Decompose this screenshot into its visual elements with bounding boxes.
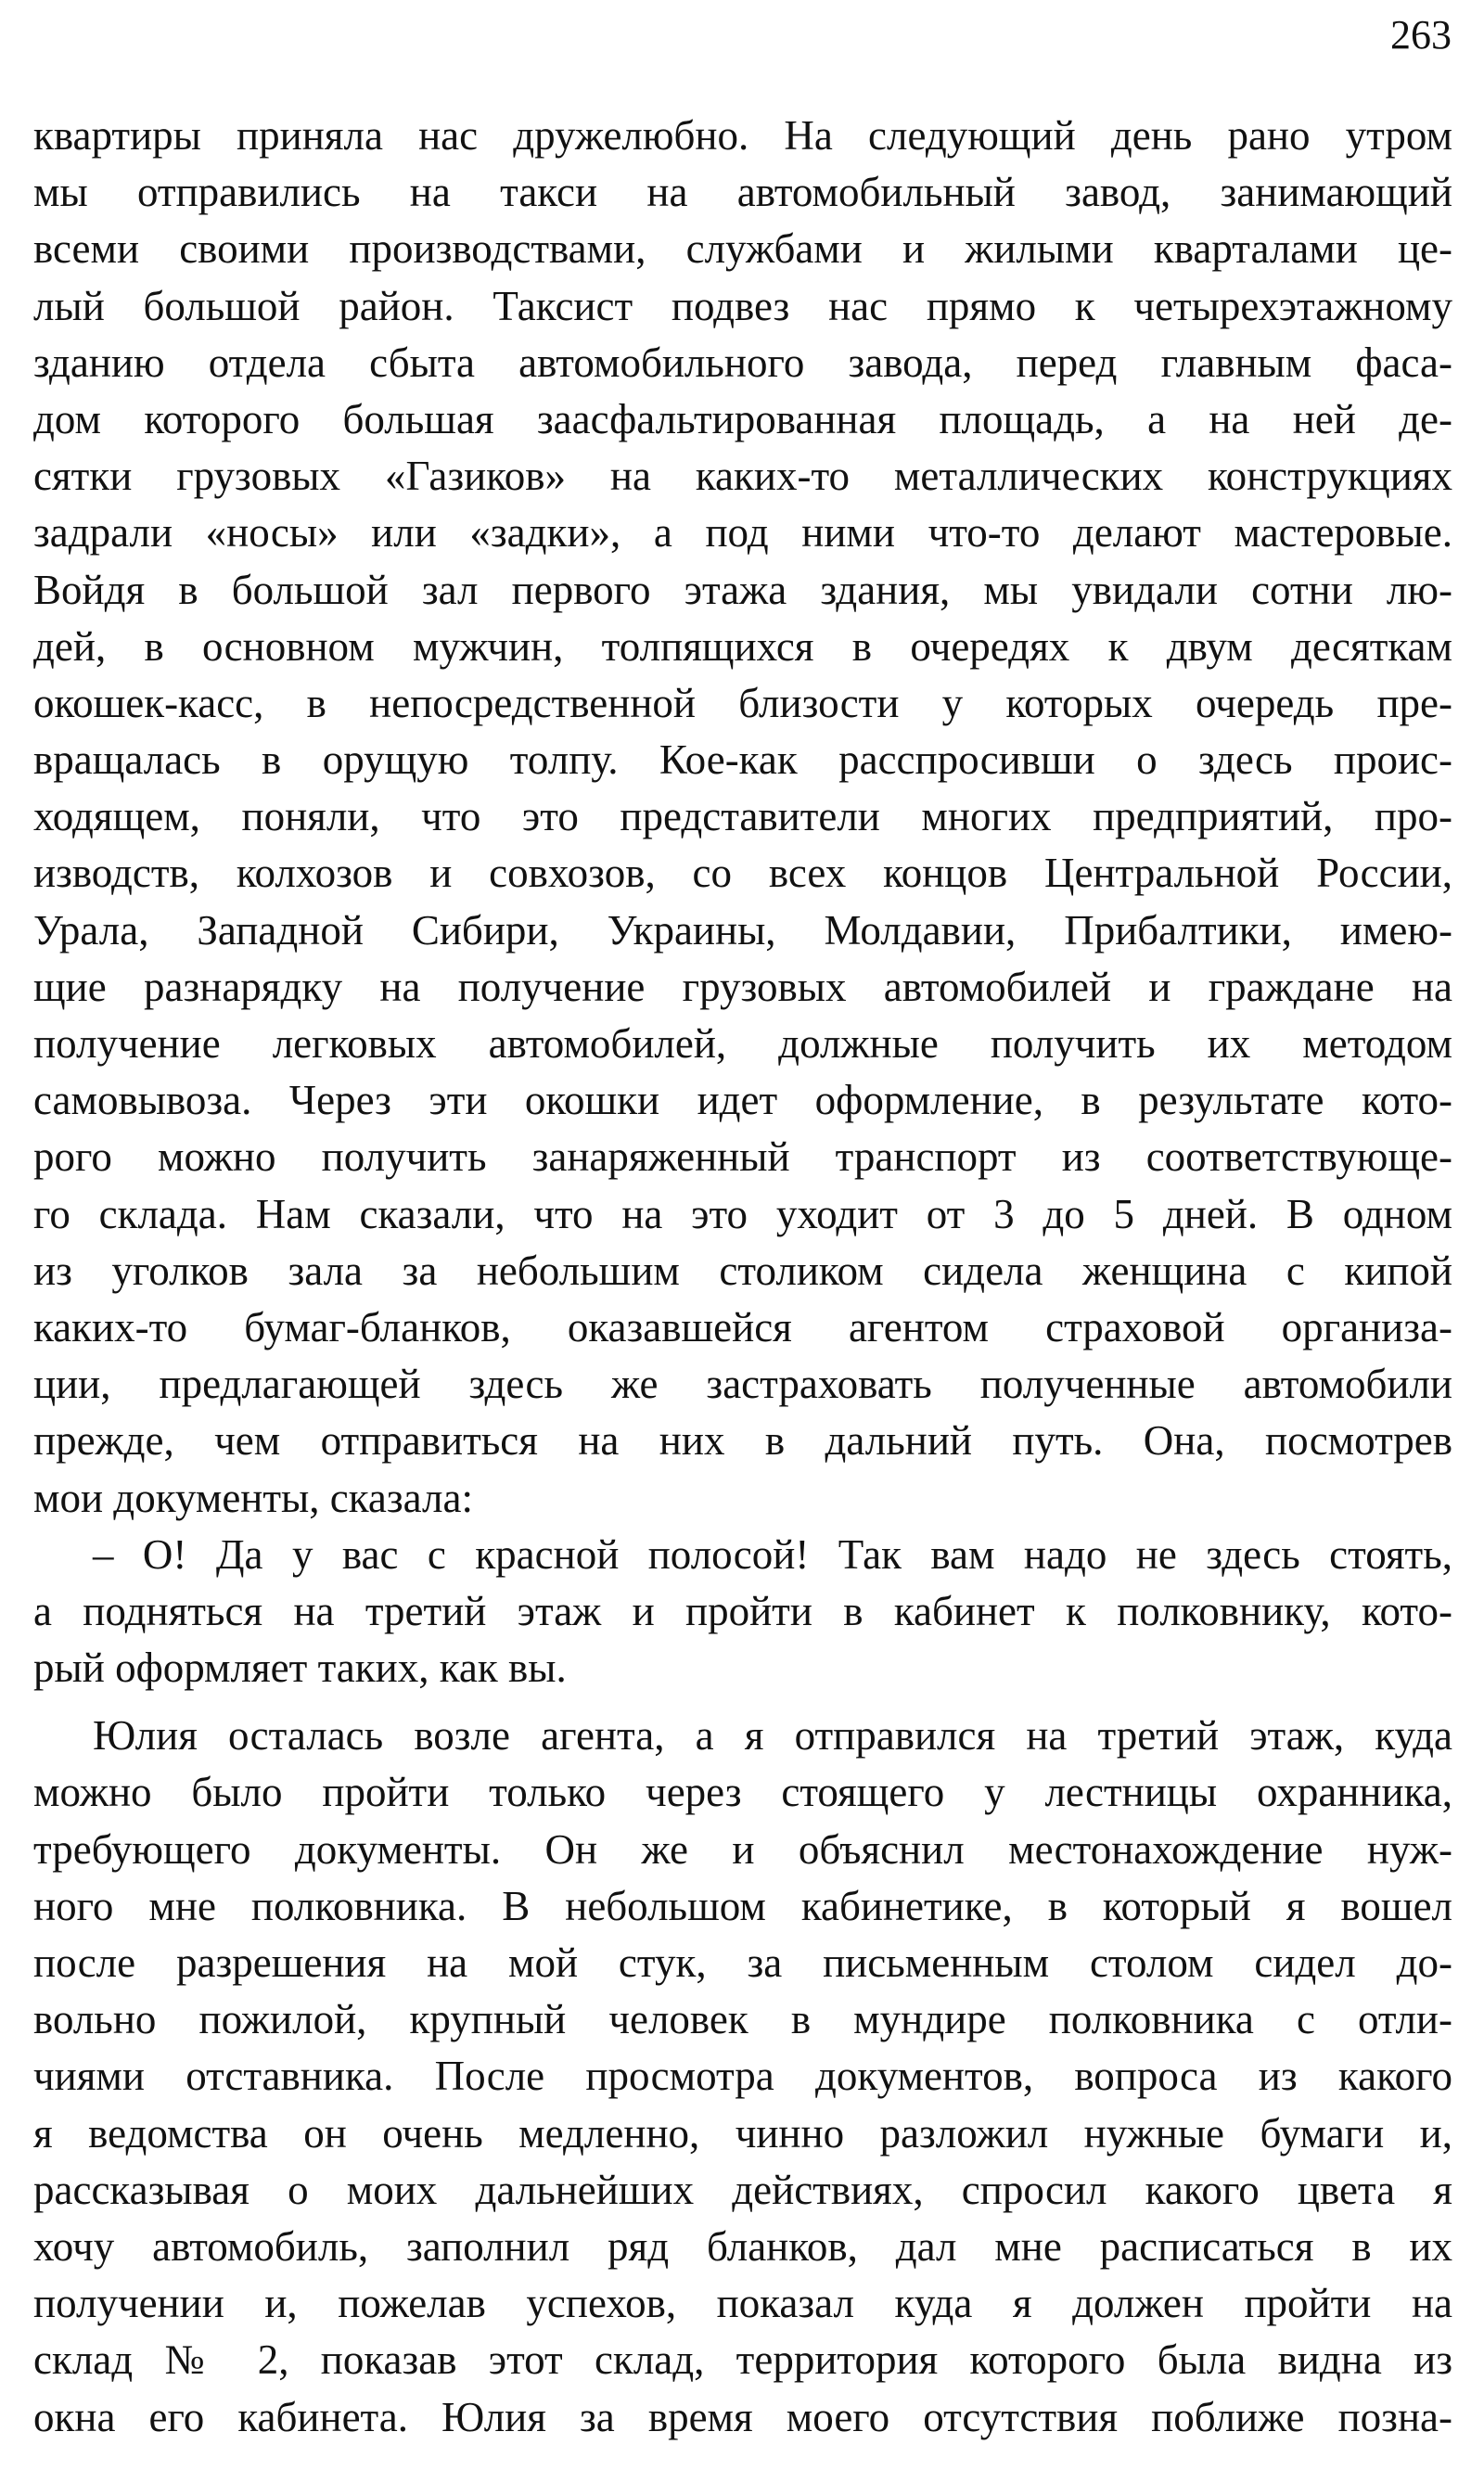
text-line: изводств, колхозов и совхозов, со всех концов Центральной России, [33,850,1452,897]
text-line: сятки грузовых «Газиков» на каких-то металлических конструкциях [33,453,1452,500]
text-line: можно было пройти только через стоящего у лестницы охранника, [33,1769,1452,1816]
paragraph-dialogue [33,1527,1452,1697]
text-line: го склада. Нам сказали, что на это уходит от 3 до 5 дней. В одном [33,1190,1452,1237]
body-text [33,108,1452,2446]
text-line: окна его кабинета. Юлия за время моего отсутствия поближе позна- [33,2393,1452,2440]
text-line: всеми своими производствами, службами и жилыми кварталами це- [33,225,1452,273]
paragraph [33,1708,1452,2445]
text-line: Урала, Западной Сибири, Украины, Молдавии, Прибалтики, имею- [33,906,1452,954]
text-line: рого можно получить занаряженный транспорт из соответствующе- [33,1133,1452,1181]
text-line: Юлия осталась возле агента, а я отправился на третий этаж, куда [93,1712,1452,1760]
text-line: рассказывая о моих дальнейших действиях, спросил какого цвета я [33,2166,1452,2213]
text-line: мои документы, сказала: [33,1474,473,1521]
text-line: Войдя в большой зал первого этажа здания, мы увидали сотни лю- [33,566,1452,613]
text-line: получение легковых автомобилей, должные получить их методом [33,1020,1452,1067]
page-number: 263 [1390,12,1452,58]
text-line: а подняться на третий этаж и пройти в кабинет к полковнику, кото- [33,1587,1452,1634]
text-line: требующего документы. Он же и объяснил местонахождение нуж- [33,1825,1452,1873]
text-line: самовывоза. Через эти окошки идет оформление, в результате кото- [33,1077,1452,1124]
text-line: зданию отдела сбыта автомобильного завода, перед главным фаса- [33,339,1452,386]
text-line: склад № 2, показав этот склад, территория которого была видна из [33,2336,1452,2384]
text-line: после разрешения на мой стук, за письменным столом сидел до- [33,1939,1452,1986]
text-line: дом которого большая заасфальтированная площадь, а на ней де- [33,395,1452,442]
text-line: каких-то бумаг-бланков, оказавшейся агентом страховой организа- [33,1303,1452,1350]
text-line: щие разнарядку на получение грузовых автомобилей и граждане на [33,963,1452,1010]
text-line: из уголков зала за небольшим столиком сидела женщина с кипой [33,1247,1452,1294]
text-line: вольно пожилой, крупный человек в мундире полковника с отли- [33,1996,1452,2043]
text-line: задрали «носы» или «задки», а под ними что-то делают мастеровые. [33,509,1452,557]
paragraph-gap [33,1696,1452,1708]
text-line: дей, в основном мужчин, толпящихся в очередях к двум десяткам [33,622,1452,670]
text-line: я ведомства он очень медленно, чинно разложил нужные бумаги и, [33,2109,1452,2157]
text-line: мы отправились на такси на автомобильный завод, занимающий [33,169,1452,216]
text-line: окошек-касс, в непосредственной близости у которых очередь пре- [33,679,1452,726]
text-line: хочу автомобиль, заполнил ряд бланков, дал мне расписаться в их [33,2222,1452,2270]
text-line: рый оформляет таких, как вы. [33,1645,567,1692]
text-line: прежде, чем отправиться на них в дальний путь. Она, посмотрев [33,1417,1452,1465]
text-line: квартиры приняла нас дружелюбно. На следующий день рано утром [33,112,1452,159]
text-line: ного мне полковника. В небольшом кабинетике, в который я вошел [33,1882,1452,1929]
paragraph [33,108,1452,1527]
text-line: чиями отставника. После просмотра документов, вопроса из какого [33,2053,1452,2100]
text-line: ции, предлагающей здесь же застраховать полученные автомобили [33,1361,1452,1408]
text-line: ходящем, поняли, что это представители многих предприятий, про- [33,793,1452,840]
text-line: получении и, пожелав успехов, показал куда я должен пройти на [33,2280,1452,2327]
text-line: вращалась в орущую толпу. Кое-как расспросивши о здесь проис- [33,736,1452,784]
text-line: лый большой район. Таксист подвез нас прямо к четырехэтажному [33,282,1452,329]
text-line: – О! Да у вас с красной полосой! Так вам надо не здесь стоять, [93,1530,1452,1578]
